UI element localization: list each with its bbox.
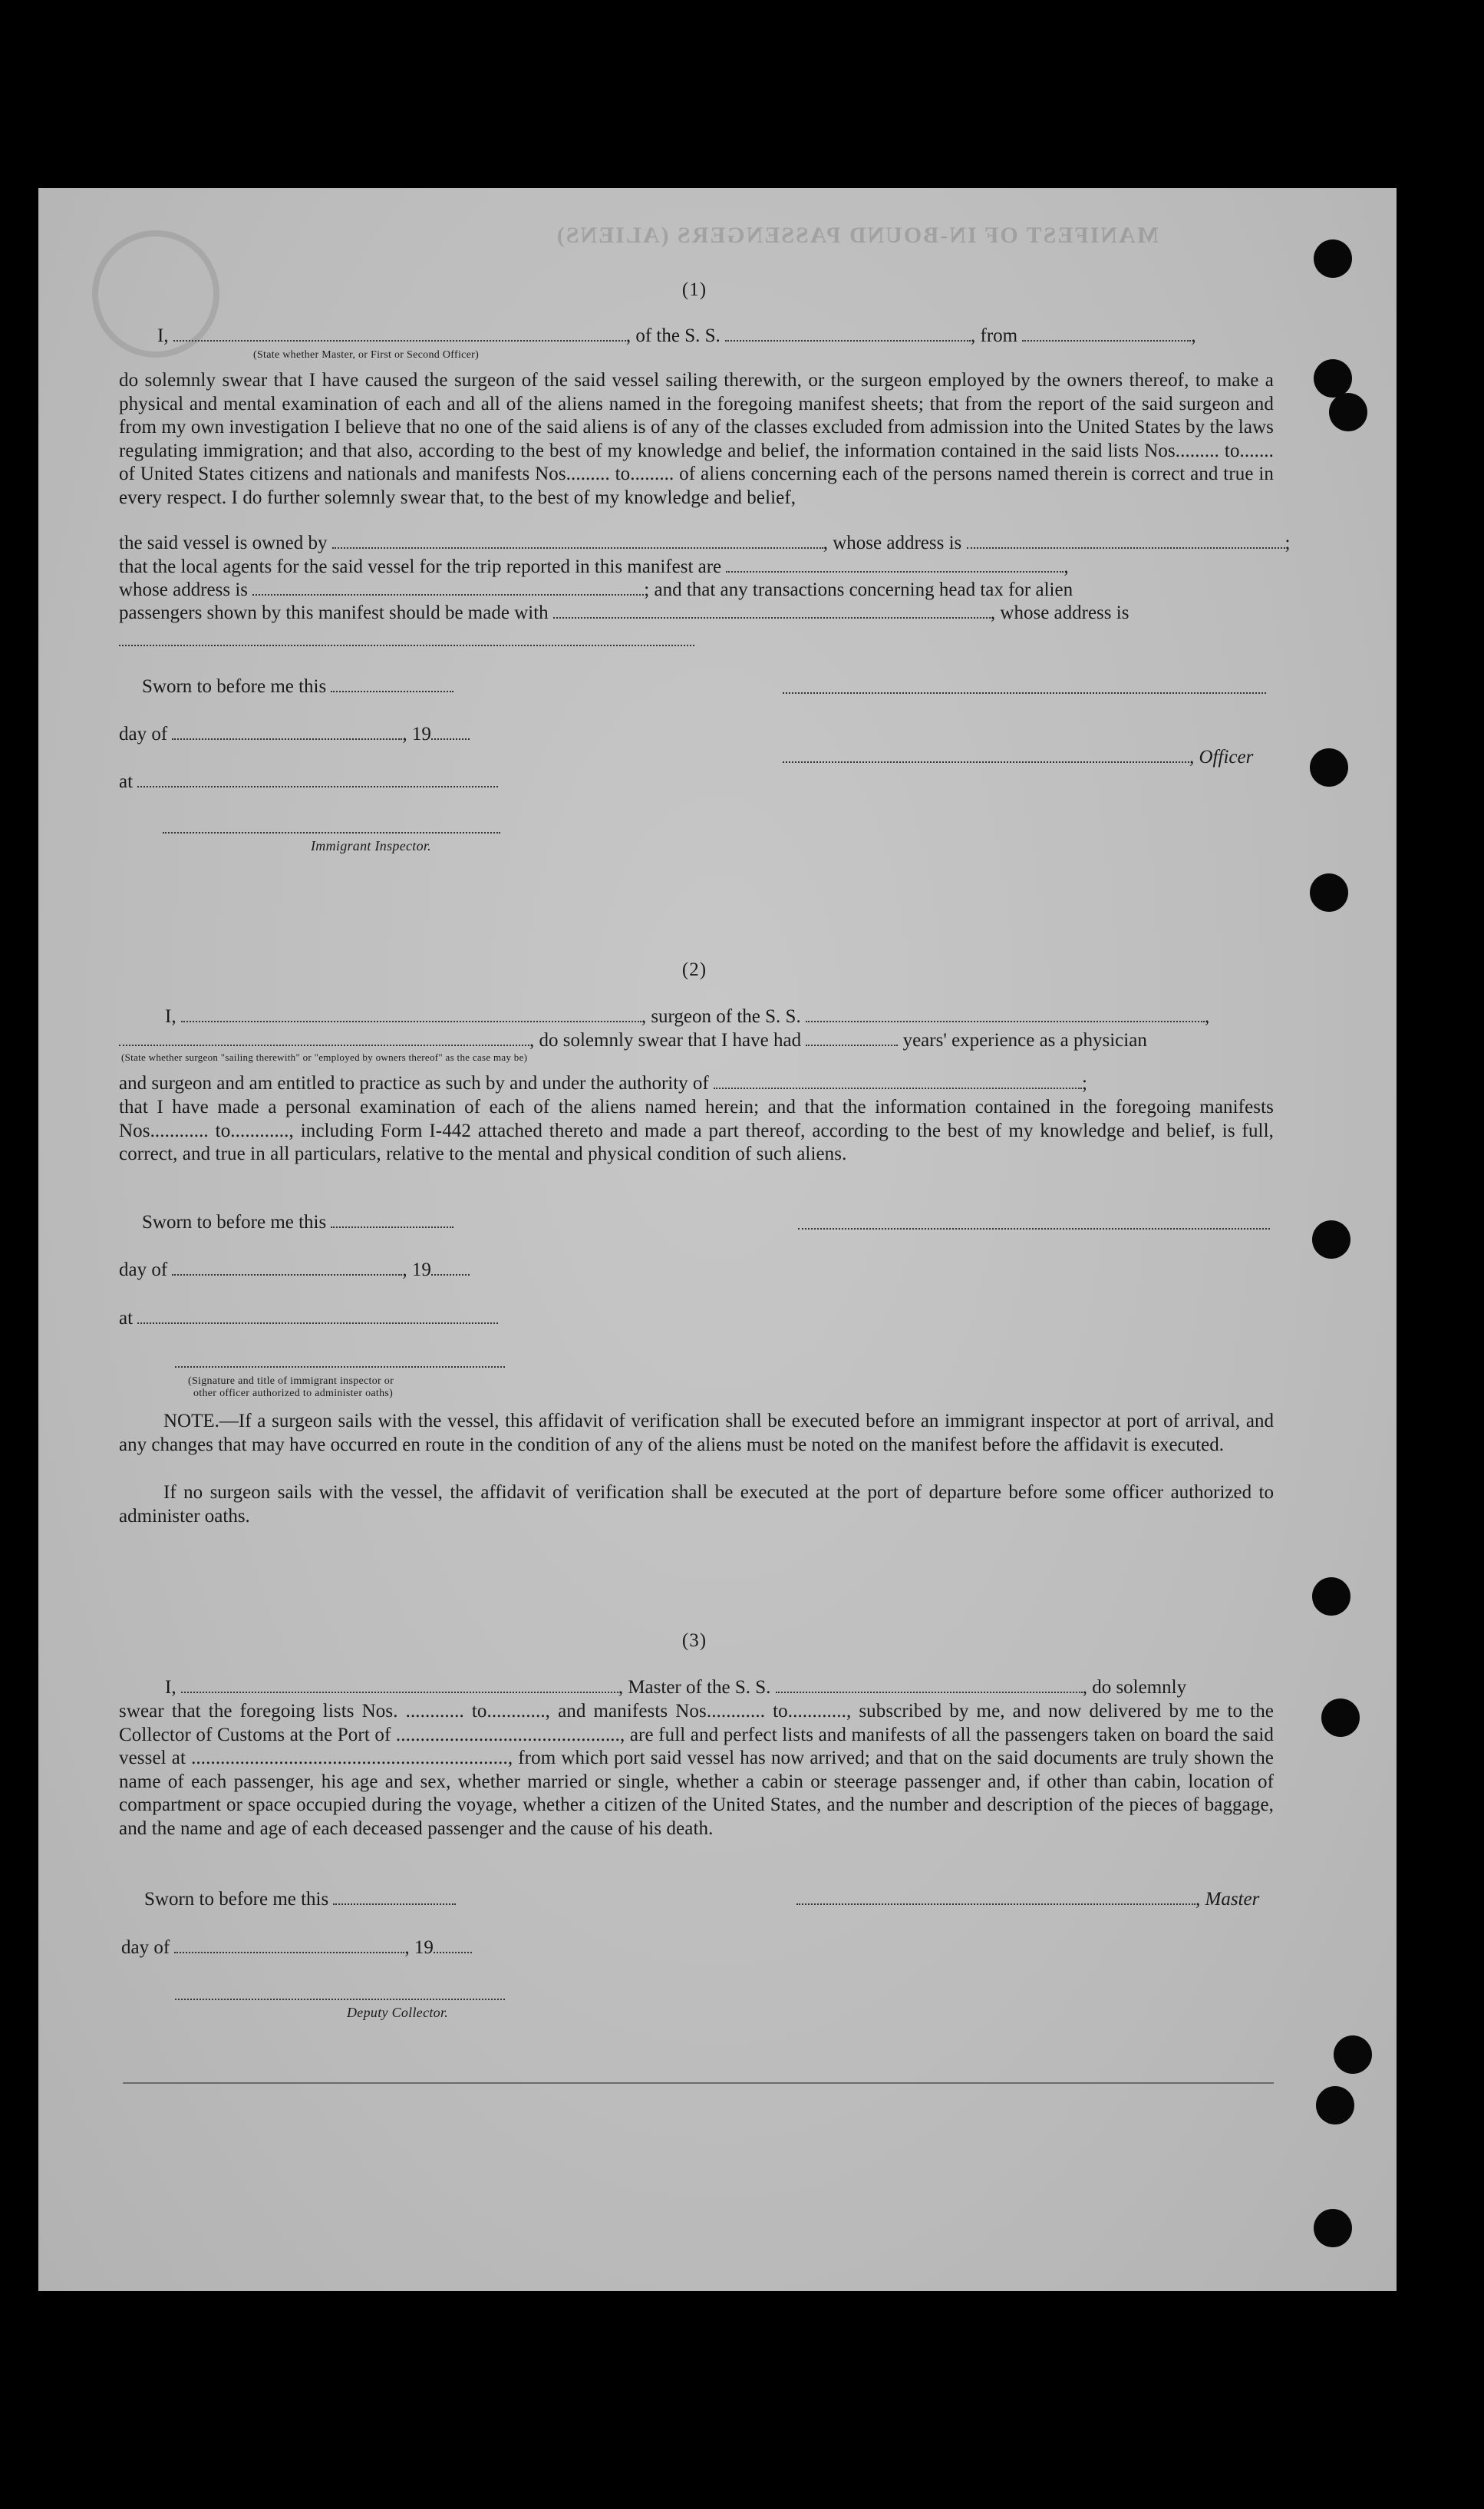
at-line — [119, 771, 498, 794]
sworn-day-blank[interactable] — [331, 1213, 453, 1228]
section-2-body: that I have made a personal examination of each of the aliens named herein; and that the information contained in the foregoing manifests Nos............ to............, including Form I-442 attached thereto and made a part thereof, according to the best of my knowledge and belief, is full, correct, and true in all particulars, relative to the mental and physical condition of such aliens. — [119, 1097, 1274, 1164]
oath-prefix: I, — [165, 1677, 176, 1698]
surgeon-status-blank[interactable] — [119, 1031, 529, 1046]
day-of-label: day of — [119, 724, 168, 744]
sworn-line — [142, 1211, 453, 1234]
officer-name-blank[interactable] — [173, 326, 626, 342]
of-the-ss-label: , of the S. S. — [625, 325, 721, 346]
officer-caption: (State whether Master, or First or Second Officer) — [253, 349, 480, 361]
surgeon-name-blank[interactable] — [181, 1007, 641, 1022]
section-3-line-1 — [165, 1676, 1186, 1699]
master-line — [796, 1888, 1259, 1911]
departure-port-blank[interactable] — [1022, 326, 1191, 342]
inspector-signature-blank[interactable] — [175, 1365, 505, 1368]
punch-hole — [1310, 873, 1348, 912]
day-of-line — [119, 723, 470, 746]
agents-address-line — [119, 579, 1073, 602]
punch-hole — [1312, 1220, 1350, 1259]
inspector-signature-blank[interactable] — [163, 830, 500, 834]
head-tax-contact-blank[interactable] — [553, 603, 991, 619]
deputy-collector-caption: Deputy Collector. — [347, 2005, 449, 2020]
year-blank[interactable] — [431, 725, 470, 740]
collector-signature-blank[interactable] — [175, 1997, 505, 2000]
authority-line: and surgeon and am entitled to practice as such by and under the authority of ; — [119, 1073, 1087, 1094]
punch-hole — [1310, 748, 1348, 787]
section-2-note-2: If no surgeon sails with the vessel, the affidavit of verification shall be executed at the port of departure before some officer authorized to administer oaths. — [119, 1482, 1274, 1527]
at-label: at — [119, 771, 134, 792]
month-blank[interactable] — [172, 725, 402, 740]
at-place-blank[interactable] — [137, 772, 498, 787]
authority-label: and surgeon and am entitled to practice as such by and under the authority of — [119, 1073, 709, 1094]
section-1-line-1: I, , of the S. S. , from , — [157, 325, 1196, 346]
sworn-line — [144, 1888, 456, 1911]
punch-hole — [1321, 1699, 1360, 1737]
surgeon-vessel-blank[interactable] — [806, 1007, 1205, 1022]
bottom-rule — [123, 2081, 1274, 2084]
local-agents-blank[interactable] — [726, 557, 1064, 573]
owned-by-line: the said vessel is owned by , whose address is ; — [119, 533, 1291, 553]
section-3-body: swear that the foregoing lists Nos. ............ to............, and manifests Nos............ to............, subscribed by me, and now delivered by me to the Collector of Customs at the Port of .............................................., are full and perfect lists and manifests of all the passengers taken on board the said vessel at ................................................................., from which port said vessel has now arrived; and that on the said documents are truly shown the name of each passenger, his age and sex, whether married or single, whether a cabin or steerage passenger and, if other than cabin, location of compartment or space occupied during the voyage, whether a citizen of the United States, and the number and description of the pieces of baggage, and the name and age of each deceased passenger and the cause of his death. — [119, 1701, 1274, 1839]
surgeon-signature-blank[interactable] — [798, 1226, 1270, 1230]
punch-hole — [1314, 239, 1352, 278]
section-1-body: do solemnly swear that I have caused the surgeon of the said vessel sailing therewith, or the surgeon employed by the owners thereof, to make a physical and mental examination of each and all of the aliens named in the foregoing manifest sheets; that from the report of the said surgeon and from my own investigation I believe that no one of the said aliens is of any of the classes excluded from admission into the United States by the laws regulating immigration; and that also, according to the best of my knowledge and belief, the information contained in the said lists Nos......... to....... of United States citizens and nationals and manifests Nos......... to......... of aliens concerning each of the persons named therein is correct and true in every respect. I do further solemnly swear that, to the best of my knowledge and belief, — [119, 370, 1274, 508]
note-text: —If a surgeon sails with the vessel, this affidavit of verification shall be executed before an immigrant inspector at port of arrival, and any changes that may have occurred en route in the condition of any of the aliens must be noted on the manifest before the affidavit is executed. — [119, 1411, 1274, 1455]
master-of-label: , Master of the S. S. — [618, 1677, 771, 1698]
whose-address-label: , whose address is — [990, 602, 1129, 623]
agents-address-blank[interactable] — [252, 580, 644, 596]
day-of-label: day of — [121, 1937, 170, 1958]
section-3-number: (3) — [681, 1630, 707, 1651]
master-label: , Master — [1195, 1889, 1260, 1910]
year-blank[interactable] — [434, 1938, 472, 1953]
local-agents-line: that the local agents for the said vessel for the trip reported in this manifest are , — [119, 556, 1069, 577]
owned-by-label: the said vessel is owned by — [119, 533, 328, 553]
section-2-line-1: I, , surgeon of the S. S. , — [165, 1006, 1210, 1027]
surgeon-of-label: , surgeon of the S. S. — [641, 1006, 801, 1027]
do-solemnly-label: , do solemnly swear that I have had — [529, 1030, 802, 1051]
month-blank[interactable] — [172, 1260, 402, 1276]
day-of-label: day of — [119, 1259, 168, 1280]
inspector-caption: Immigrant Inspector. — [311, 838, 431, 853]
surgeon-caption: (State whether surgeon "sailing therewith" or "employed by owners thereof" as the case may be) — [121, 1051, 528, 1063]
officer-line — [783, 746, 1253, 769]
at-place-blank[interactable] — [137, 1309, 498, 1324]
officer-title-blank[interactable] — [783, 748, 1189, 763]
month-blank[interactable] — [174, 1938, 404, 1953]
punch-hole — [1329, 393, 1367, 431]
year-label: , 19 — [402, 1259, 431, 1280]
sworn-label: Sworn to before me this — [142, 1212, 327, 1233]
punch-hole — [1314, 359, 1352, 398]
local-agents-label: that the local agents for the said vessel for the trip reported in this manifest are — [119, 556, 722, 577]
sworn-line — [142, 675, 453, 698]
do-solemnly-label: , do solemnly — [1082, 1677, 1187, 1698]
authority-blank[interactable] — [714, 1074, 1082, 1089]
sworn-label: Sworn to before me this — [144, 1889, 329, 1910]
sworn-day-blank[interactable] — [333, 1890, 456, 1905]
day-of-line — [121, 1936, 472, 1959]
oath-prefix: I, — [157, 325, 169, 346]
owner-address-blank[interactable] — [967, 533, 1285, 549]
owner-blank[interactable] — [332, 533, 823, 549]
officer-label: , Officer — [1189, 747, 1254, 768]
section-2-note — [119, 1409, 1274, 1457]
master-name-blank[interactable] — [181, 1678, 618, 1693]
whose-address-label: whose address is — [119, 579, 249, 600]
passengers-shown-label: passengers shown by this manifest should be made with — [119, 602, 549, 623]
oath-prefix: I, — [165, 1006, 176, 1027]
punch-hole — [1314, 2209, 1352, 2247]
sworn-label: Sworn to before me this — [142, 676, 327, 697]
section-2-line-2 — [119, 1029, 1147, 1052]
year-label: , 19 — [404, 1937, 434, 1958]
bleed-through-header: MANIFEST OF IN-BOUND PASSENGERS (ALIENS) — [555, 223, 1159, 248]
punch-hole — [1334, 2035, 1372, 2074]
from-label: , from — [971, 325, 1018, 346]
master-vessel-blank[interactable] — [776, 1678, 1083, 1693]
signature-caption-1: (Signature and title of immigrant inspector or — [188, 1375, 394, 1387]
officer-signature-blank[interactable] — [783, 691, 1266, 694]
note-label: NOTE. — [163, 1411, 219, 1431]
section-2-number: (2) — [681, 959, 707, 980]
at-line — [119, 1307, 498, 1330]
head-tax-line — [119, 602, 1129, 625]
vessel-name-blank[interactable] — [725, 326, 971, 342]
contact-address-blank[interactable] — [119, 643, 694, 646]
year-label: , 19 — [402, 724, 431, 744]
punch-hole — [1312, 1577, 1350, 1616]
head-tax-label: ; and that any transactions concerning head tax for alien — [644, 579, 1073, 600]
years-blank[interactable] — [806, 1031, 898, 1046]
whose-address-label: , whose address is — [823, 533, 962, 553]
punch-hole — [1316, 2086, 1354, 2124]
sworn-day-blank[interactable] — [331, 677, 453, 692]
day-of-line — [119, 1259, 470, 1282]
master-signature-blank[interactable] — [796, 1890, 1195, 1905]
year-blank[interactable] — [431, 1260, 470, 1276]
at-label: at — [119, 1308, 134, 1329]
years-experience-label: years' experience as a physician — [902, 1030, 1147, 1051]
signature-caption-2: other officer authorized to administer oaths) — [193, 1388, 394, 1399]
section-1-number: (1) — [681, 279, 707, 300]
